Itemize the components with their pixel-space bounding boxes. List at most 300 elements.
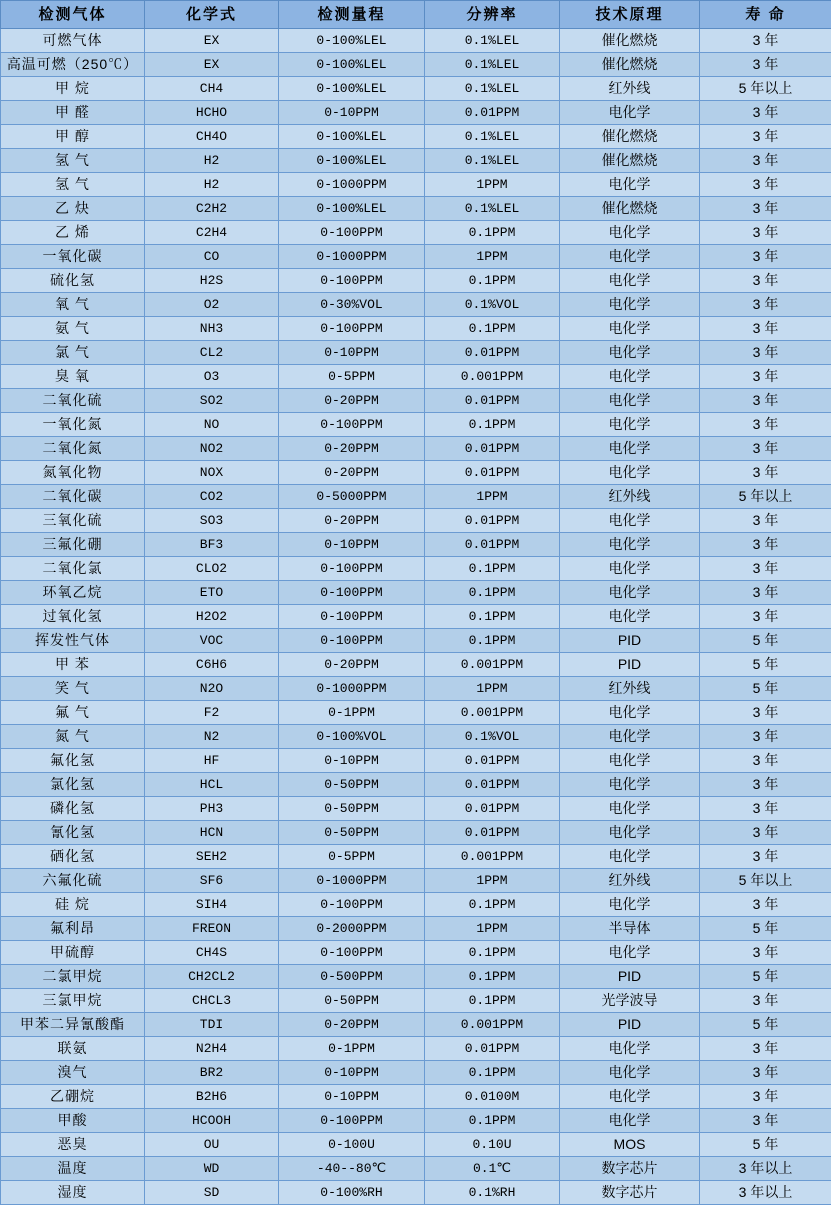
table-row <box>1 53 831 77</box>
cell-formula: O2 <box>145 293 279 317</box>
cell-principle: 红外线 <box>560 485 700 509</box>
table-row <box>1 581 831 605</box>
cell-principle: 红外线 <box>560 77 700 101</box>
cell-formula: EX <box>145 29 279 53</box>
cell-life: 3 年 <box>700 245 831 269</box>
cell-resolution: 0.1%RH <box>425 1181 560 1205</box>
cell-gas: 氯化氢 <box>1 773 145 797</box>
cell-resolution: 0.1%LEL <box>425 29 560 53</box>
cell-life: 3 年 <box>700 581 831 605</box>
cell-gas: 过氧化氢 <box>1 605 145 629</box>
cell-range: 0-1PPM <box>279 1037 425 1061</box>
cell-life: 3 年 <box>700 29 831 53</box>
cell-range: 0-100%LEL <box>279 53 425 77</box>
cell-formula: CL2 <box>145 341 279 365</box>
cell-gas: 硒化氢 <box>1 845 145 869</box>
cell-gas: 湿度 <box>1 1181 145 1205</box>
cell-formula: N2 <box>145 725 279 749</box>
cell-life: 3 年 <box>700 1085 831 1109</box>
cell-range: 0-100%VOL <box>279 725 425 749</box>
cell-gas: 氨 气 <box>1 317 145 341</box>
cell-life: 3 年 <box>700 53 831 77</box>
cell-resolution: 1PPM <box>425 869 560 893</box>
cell-resolution: 0.1PPM <box>425 1109 560 1133</box>
table-row <box>1 365 831 389</box>
table-row <box>1 965 831 989</box>
column-header-range: 检测量程 <box>279 1 425 29</box>
cell-principle: 电化学 <box>560 1061 700 1085</box>
table-row <box>1 869 831 893</box>
cell-formula: B2H6 <box>145 1085 279 1109</box>
cell-formula: CO2 <box>145 485 279 509</box>
cell-formula: HCN <box>145 821 279 845</box>
cell-life: 3 年 <box>700 893 831 917</box>
cell-life: 5 年 <box>700 629 831 653</box>
cell-gas: 环氧乙烷 <box>1 581 145 605</box>
cell-resolution: 0.01PPM <box>425 101 560 125</box>
cell-formula: BR2 <box>145 1061 279 1085</box>
cell-gas: 氧 气 <box>1 293 145 317</box>
cell-gas: 恶臭 <box>1 1133 145 1157</box>
table-row <box>1 77 831 101</box>
cell-formula: ETO <box>145 581 279 605</box>
cell-life: 5 年 <box>700 1013 831 1037</box>
cell-gas: 笑 气 <box>1 677 145 701</box>
cell-life: 3 年 <box>700 293 831 317</box>
cell-range: 0-100PPM <box>279 581 425 605</box>
table-row <box>1 197 831 221</box>
cell-principle: 电化学 <box>560 461 700 485</box>
column-header-life: 寿 命 <box>700 1 831 29</box>
cell-principle: 电化学 <box>560 245 700 269</box>
cell-principle: 电化学 <box>560 821 700 845</box>
cell-life: 3 年 <box>700 269 831 293</box>
cell-resolution: 0.001PPM <box>425 1013 560 1037</box>
cell-resolution: 0.001PPM <box>425 653 560 677</box>
cell-formula: NO2 <box>145 437 279 461</box>
cell-gas: 氰化氢 <box>1 821 145 845</box>
cell-principle: 催化燃烧 <box>560 125 700 149</box>
cell-principle: PID <box>560 653 700 677</box>
cell-gas: 氮氧化物 <box>1 461 145 485</box>
cell-gas: 乙 烯 <box>1 221 145 245</box>
cell-resolution: 0.1PPM <box>425 269 560 293</box>
cell-resolution: 0.01PPM <box>425 341 560 365</box>
cell-range: 0-20PPM <box>279 1013 425 1037</box>
cell-formula: HCL <box>145 773 279 797</box>
cell-gas: 可燃气体 <box>1 29 145 53</box>
cell-resolution: 0.1%VOL <box>425 293 560 317</box>
cell-formula: SF6 <box>145 869 279 893</box>
cell-range: 0-50PPM <box>279 821 425 845</box>
table-row <box>1 797 831 821</box>
cell-range: 0-100PPM <box>279 629 425 653</box>
cell-principle: 红外线 <box>560 677 700 701</box>
cell-principle: 电化学 <box>560 893 700 917</box>
table-row <box>1 653 831 677</box>
cell-gas: 一氧化氮 <box>1 413 145 437</box>
cell-life: 3 年 <box>700 845 831 869</box>
cell-resolution: 0.1PPM <box>425 221 560 245</box>
cell-resolution: 0.1%LEL <box>425 77 560 101</box>
cell-formula: EX <box>145 53 279 77</box>
cell-gas: 氟 气 <box>1 701 145 725</box>
cell-gas: 甲 醇 <box>1 125 145 149</box>
cell-range: 0-100PPM <box>279 269 425 293</box>
cell-principle: 电化学 <box>560 317 700 341</box>
cell-principle: 电化学 <box>560 173 700 197</box>
cell-range: 0-1000PPM <box>279 677 425 701</box>
cell-gas: 联氨 <box>1 1037 145 1061</box>
cell-principle: 电化学 <box>560 413 700 437</box>
cell-range: 0-5PPM <box>279 845 425 869</box>
cell-range: 0-100%RH <box>279 1181 425 1205</box>
cell-range: 0-10PPM <box>279 533 425 557</box>
cell-life: 3 年 <box>700 557 831 581</box>
table-row <box>1 221 831 245</box>
table-row <box>1 821 831 845</box>
table-row <box>1 773 831 797</box>
cell-formula: C2H2 <box>145 197 279 221</box>
cell-gas: 一氧化碳 <box>1 245 145 269</box>
table-row <box>1 677 831 701</box>
cell-formula: TDI <box>145 1013 279 1037</box>
cell-principle: 电化学 <box>560 725 700 749</box>
cell-resolution: 0.01PPM <box>425 749 560 773</box>
cell-life: 3 年 <box>700 941 831 965</box>
table-row <box>1 1133 831 1157</box>
cell-life: 3 年 <box>700 365 831 389</box>
cell-life: 3 年以上 <box>700 1157 831 1181</box>
cell-range: 0-50PPM <box>279 797 425 821</box>
cell-formula: O3 <box>145 365 279 389</box>
table-row <box>1 1061 831 1085</box>
cell-gas: 甲 醛 <box>1 101 145 125</box>
cell-resolution: 0.1%LEL <box>425 197 560 221</box>
cell-life: 3 年 <box>700 461 831 485</box>
cell-principle: 催化燃烧 <box>560 197 700 221</box>
table-row <box>1 269 831 293</box>
cell-gas: 三氯甲烷 <box>1 989 145 1013</box>
cell-gas: 氮 气 <box>1 725 145 749</box>
cell-resolution: 0.001PPM <box>425 365 560 389</box>
cell-resolution: 1PPM <box>425 245 560 269</box>
cell-life: 3 年 <box>700 221 831 245</box>
cell-life: 3 年 <box>700 821 831 845</box>
table-row <box>1 1181 831 1205</box>
cell-life: 3 年 <box>700 989 831 1013</box>
cell-formula: CH4O <box>145 125 279 149</box>
cell-resolution: 1PPM <box>425 485 560 509</box>
cell-life: 3 年 <box>700 1109 831 1133</box>
cell-range: 0-50PPM <box>279 773 425 797</box>
cell-formula: HF <box>145 749 279 773</box>
cell-principle: 催化燃烧 <box>560 29 700 53</box>
cell-gas: 氯 气 <box>1 341 145 365</box>
cell-principle: 催化燃烧 <box>560 149 700 173</box>
column-header-principle: 技术原理 <box>560 1 700 29</box>
cell-formula: H2S <box>145 269 279 293</box>
cell-range: 0-10PPM <box>279 1085 425 1109</box>
table-row <box>1 125 831 149</box>
table-row <box>1 437 831 461</box>
cell-gas: 氟利昂 <box>1 917 145 941</box>
cell-life: 3 年 <box>700 725 831 749</box>
cell-gas: 硫化氢 <box>1 269 145 293</box>
table-row <box>1 1037 831 1061</box>
cell-resolution: 0.01PPM <box>425 797 560 821</box>
cell-formula: VOC <box>145 629 279 653</box>
cell-range: 0-100%LEL <box>279 197 425 221</box>
cell-formula: HCHO <box>145 101 279 125</box>
cell-formula: NOX <box>145 461 279 485</box>
table-row <box>1 917 831 941</box>
cell-life: 3 年 <box>700 437 831 461</box>
cell-life: 3 年 <box>700 797 831 821</box>
cell-life: 3 年 <box>700 605 831 629</box>
cell-resolution: 0.1PPM <box>425 941 560 965</box>
column-header-resolution: 分辨率 <box>425 1 560 29</box>
cell-range: 0-100PPM <box>279 413 425 437</box>
cell-principle: 电化学 <box>560 773 700 797</box>
cell-formula: NH3 <box>145 317 279 341</box>
cell-life: 5 年 <box>700 653 831 677</box>
cell-formula: CO <box>145 245 279 269</box>
cell-range: 0-30%VOL <box>279 293 425 317</box>
cell-resolution: 1PPM <box>425 677 560 701</box>
cell-range: 0-100PPM <box>279 1109 425 1133</box>
cell-gas: 二氧化碳 <box>1 485 145 509</box>
cell-range: 0-100%LEL <box>279 77 425 101</box>
cell-formula: CHCL3 <box>145 989 279 1013</box>
cell-resolution: 0.0100M <box>425 1085 560 1109</box>
cell-range: 0-10PPM <box>279 341 425 365</box>
cell-gas: 甲硫醇 <box>1 941 145 965</box>
cell-formula: BF3 <box>145 533 279 557</box>
cell-range: 0-500PPM <box>279 965 425 989</box>
cell-principle: 电化学 <box>560 701 700 725</box>
cell-gas: 乙硼烷 <box>1 1085 145 1109</box>
cell-life: 3 年 <box>700 413 831 437</box>
cell-resolution: 0.1PPM <box>425 989 560 1013</box>
cell-gas: 甲酸 <box>1 1109 145 1133</box>
cell-range: 0-100PPM <box>279 941 425 965</box>
cell-range: 0-1PPM <box>279 701 425 725</box>
cell-principle: 电化学 <box>560 437 700 461</box>
cell-principle: 半导体 <box>560 917 700 941</box>
cell-principle: 电化学 <box>560 1037 700 1061</box>
cell-resolution: 0.1℃ <box>425 1157 560 1181</box>
cell-resolution: 0.1%VOL <box>425 725 560 749</box>
cell-principle: PID <box>560 965 700 989</box>
table-row <box>1 725 831 749</box>
cell-range: 0-20PPM <box>279 437 425 461</box>
table-row <box>1 1013 831 1037</box>
cell-resolution: 0.1%LEL <box>425 125 560 149</box>
cell-life: 5 年 <box>700 965 831 989</box>
cell-gas: 二氧化氯 <box>1 557 145 581</box>
cell-resolution: 1PPM <box>425 917 560 941</box>
cell-gas: 挥发性气体 <box>1 629 145 653</box>
table-row <box>1 1085 831 1109</box>
cell-formula: HCOOH <box>145 1109 279 1133</box>
cell-principle: 电化学 <box>560 509 700 533</box>
cell-life: 5 年以上 <box>700 485 831 509</box>
cell-resolution: 0.01PPM <box>425 821 560 845</box>
cell-resolution: 0.1PPM <box>425 893 560 917</box>
column-header-gas: 检测气体 <box>1 1 145 29</box>
cell-resolution: 1PPM <box>425 173 560 197</box>
cell-principle: 电化学 <box>560 845 700 869</box>
cell-range: 0-1000PPM <box>279 869 425 893</box>
table-row <box>1 701 831 725</box>
cell-principle: 催化燃烧 <box>560 53 700 77</box>
table-row <box>1 509 831 533</box>
cell-gas: 臭 氧 <box>1 365 145 389</box>
cell-resolution: 0.1PPM <box>425 965 560 989</box>
cell-life: 3 年 <box>700 317 831 341</box>
cell-gas: 氟化氢 <box>1 749 145 773</box>
cell-life: 3 年 <box>700 149 831 173</box>
cell-life: 3 年 <box>700 101 831 125</box>
cell-gas: 磷化氢 <box>1 797 145 821</box>
cell-gas: 硅 烷 <box>1 893 145 917</box>
cell-range: 0-20PPM <box>279 389 425 413</box>
cell-life: 3 年 <box>700 773 831 797</box>
cell-range: 0-2000PPM <box>279 917 425 941</box>
cell-principle: 电化学 <box>560 389 700 413</box>
cell-principle: 光学波导 <box>560 989 700 1013</box>
cell-range: 0-50PPM <box>279 989 425 1013</box>
cell-life: 3 年 <box>700 341 831 365</box>
cell-life: 3 年 <box>700 173 831 197</box>
cell-formula: C6H6 <box>145 653 279 677</box>
cell-range: 0-100U <box>279 1133 425 1157</box>
cell-resolution: 0.01PPM <box>425 509 560 533</box>
cell-gas: 高温可燃（250℃） <box>1 53 145 77</box>
cell-principle: 电化学 <box>560 581 700 605</box>
cell-range: 0-100PPM <box>279 317 425 341</box>
cell-range: 0-100PPM <box>279 605 425 629</box>
cell-formula: SD <box>145 1181 279 1205</box>
cell-principle: 电化学 <box>560 1085 700 1109</box>
cell-principle: 电化学 <box>560 1109 700 1133</box>
cell-resolution: 0.01PPM <box>425 389 560 413</box>
cell-range: 0-10PPM <box>279 749 425 773</box>
cell-resolution: 0.001PPM <box>425 845 560 869</box>
cell-formula: H2 <box>145 173 279 197</box>
cell-life: 3 年 <box>700 197 831 221</box>
cell-principle: 电化学 <box>560 533 700 557</box>
cell-principle: PID <box>560 1013 700 1037</box>
table-row <box>1 341 831 365</box>
cell-formula: CLO2 <box>145 557 279 581</box>
table-row <box>1 485 831 509</box>
cell-principle: PID <box>560 629 700 653</box>
table-row <box>1 101 831 125</box>
cell-formula: SIH4 <box>145 893 279 917</box>
table-row <box>1 389 831 413</box>
table-header-row <box>1 1 831 29</box>
table-row <box>1 245 831 269</box>
cell-principle: 电化学 <box>560 605 700 629</box>
cell-gas: 氢 气 <box>1 149 145 173</box>
cell-range: 0-100%LEL <box>279 29 425 53</box>
cell-life: 5 年以上 <box>700 869 831 893</box>
cell-formula: H2O2 <box>145 605 279 629</box>
cell-life: 3 年 <box>700 1037 831 1061</box>
cell-resolution: 0.01PPM <box>425 773 560 797</box>
table-row <box>1 845 831 869</box>
cell-range: 0-20PPM <box>279 509 425 533</box>
cell-formula: C2H4 <box>145 221 279 245</box>
cell-formula: CH4 <box>145 77 279 101</box>
table-row <box>1 317 831 341</box>
cell-formula: SEH2 <box>145 845 279 869</box>
cell-formula: NO <box>145 413 279 437</box>
cell-formula: SO2 <box>145 389 279 413</box>
table-row <box>1 605 831 629</box>
cell-gas: 二氧化硫 <box>1 389 145 413</box>
cell-resolution: 0.01PPM <box>425 461 560 485</box>
cell-formula: N2O <box>145 677 279 701</box>
table-row <box>1 29 831 53</box>
table-row <box>1 533 831 557</box>
cell-range: 0-20PPM <box>279 461 425 485</box>
cell-gas: 二氯甲烷 <box>1 965 145 989</box>
cell-formula: H2 <box>145 149 279 173</box>
table-row <box>1 149 831 173</box>
cell-gas: 溴气 <box>1 1061 145 1085</box>
cell-principle: 电化学 <box>560 269 700 293</box>
cell-range: 0-5000PPM <box>279 485 425 509</box>
cell-resolution: 0.1PPM <box>425 605 560 629</box>
cell-resolution: 0.10U <box>425 1133 560 1157</box>
cell-life: 5 年 <box>700 677 831 701</box>
cell-principle: 电化学 <box>560 221 700 245</box>
cell-principle: 电化学 <box>560 749 700 773</box>
table-row <box>1 749 831 773</box>
cell-resolution: 0.1PPM <box>425 413 560 437</box>
table-row <box>1 893 831 917</box>
cell-resolution: 0.01PPM <box>425 533 560 557</box>
cell-gas: 六氟化硫 <box>1 869 145 893</box>
cell-resolution: 0.1PPM <box>425 581 560 605</box>
cell-resolution: 0.001PPM <box>425 701 560 725</box>
cell-formula: WD <box>145 1157 279 1181</box>
cell-life: 5 年 <box>700 917 831 941</box>
cell-range: 0-1000PPM <box>279 245 425 269</box>
cell-principle: 电化学 <box>560 101 700 125</box>
cell-formula: OU <box>145 1133 279 1157</box>
cell-range: 0-10PPM <box>279 101 425 125</box>
cell-resolution: 0.1%LEL <box>425 53 560 77</box>
cell-principle: 电化学 <box>560 797 700 821</box>
cell-range: -40--80℃ <box>279 1157 425 1181</box>
cell-range: 0-100PPM <box>279 557 425 581</box>
table-row <box>1 941 831 965</box>
table-row <box>1 461 831 485</box>
cell-principle: 红外线 <box>560 869 700 893</box>
cell-gas: 氢 气 <box>1 173 145 197</box>
cell-resolution: 0.1PPM <box>425 1061 560 1085</box>
cell-range: 0-100PPM <box>279 893 425 917</box>
cell-life: 3 年 <box>700 749 831 773</box>
cell-range: 0-100PPM <box>279 221 425 245</box>
cell-gas: 三氟化硼 <box>1 533 145 557</box>
table-row <box>1 1157 831 1181</box>
cell-principle: 数字芯片 <box>560 1157 700 1181</box>
